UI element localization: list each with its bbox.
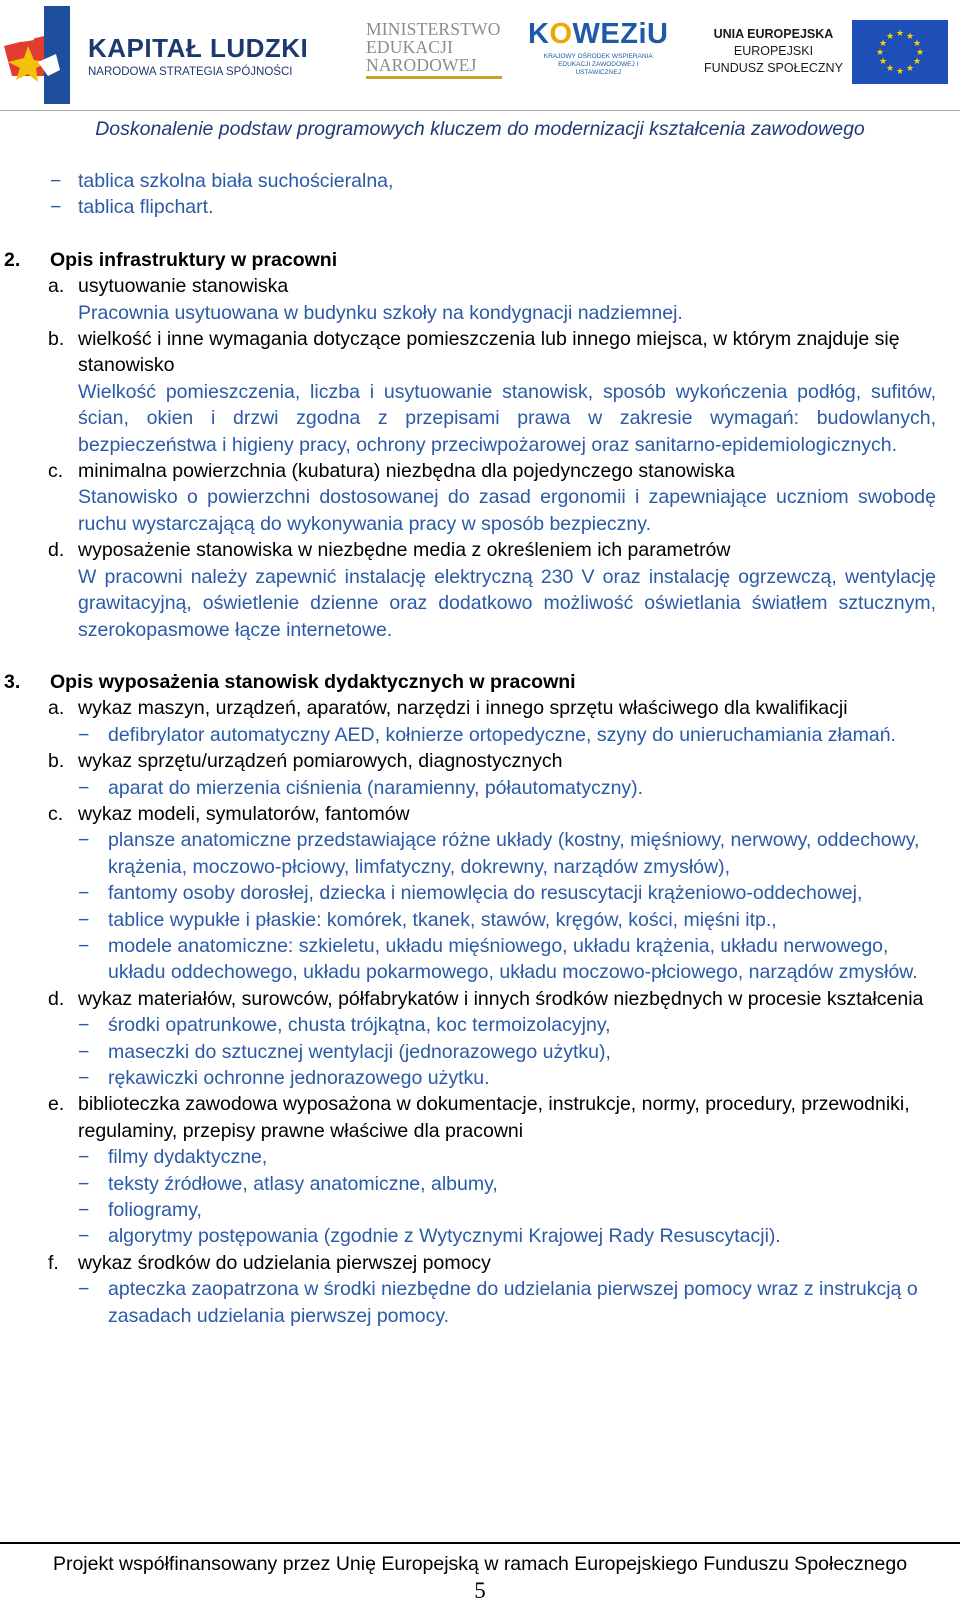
section-number: 3. <box>4 670 21 693</box>
list-item: − filmy dydaktyczne, <box>0 1144 960 1170</box>
unia-europejska-logo <box>704 26 843 77</box>
sub-item <box>0 326 960 379</box>
sub-item <box>0 801 960 827</box>
svg-text:★: ★ <box>912 39 922 49</box>
list-item: − modele anatomiczne: szkieletu, układu mięśniowego, układu krążenia, układu nerwowego, układu oddechowego, układu pokarmowego, układu moczowo-płciowego, narządów zmysłów. <box>0 933 960 986</box>
svg-text:★: ★ <box>905 64 915 74</box>
svg-text:★: ★ <box>915 48 925 58</box>
svg-text:★: ★ <box>875 48 885 58</box>
men-logo-line: MINISTERSTWO <box>366 19 501 39</box>
section-title: Opis wyposażenia stanowisk dydaktycznych w pracowni <box>50 670 576 693</box>
eu-flag-icon <box>852 20 948 84</box>
men-logo-line: NARODOWEJ <box>366 55 477 75</box>
item-title: wykaz maszyn, urządzeń, aparatów, narzędzi i innego sprzętu właściwego dla kwalifikacji <box>78 697 848 720</box>
svg-text:★: ★ <box>878 39 888 49</box>
sub-item <box>0 748 960 774</box>
sub-item <box>0 273 960 299</box>
svg-text:★: ★ <box>878 57 888 67</box>
item-letter: b. <box>48 328 65 351</box>
list-item: − rękawiczki ochronne jednorazowego użytku. <box>0 1065 960 1091</box>
svg-text:★: ★ <box>912 57 922 67</box>
header-divider <box>0 110 960 111</box>
item-letter: d. <box>48 987 65 1010</box>
item-title: usytuowanie stanowiska <box>78 275 289 298</box>
document-content <box>0 168 960 1329</box>
men-logo-underline <box>366 76 502 79</box>
section-heading <box>0 669 960 695</box>
section-number: 2. <box>4 248 21 271</box>
item-title: wykaz środków do udzielania pierwszej pomocy <box>78 1251 491 1274</box>
page-header <box>0 0 960 112</box>
ue-logo-line: EUROPEJSKI <box>733 44 814 58</box>
sub-item <box>0 1091 960 1144</box>
list-item: − tablica flipchart. <box>0 194 960 220</box>
svg-text:★: ★ <box>895 67 905 77</box>
item-letter: a. <box>48 275 65 298</box>
item-letter: f. <box>48 1251 59 1274</box>
ue-logo-line: UNIA EUROPEJSKA <box>713 27 834 41</box>
list-item: − teksty źródłowe, atlasy anatomiczne, albumy, <box>0 1171 960 1197</box>
item-letter: d. <box>48 539 65 562</box>
kapital-ludzki-logo <box>4 6 308 104</box>
item-description: Pracownia usytuowana w budynku szkoły na kondygnacji nadziemnej. <box>78 301 683 324</box>
list-item: − algorytmy postępowania (zgodnie z Wytycznymi Krajowej Rady Resuscytacji). <box>0 1223 960 1249</box>
section-heading <box>0 247 960 273</box>
koweziu-title-k: K <box>528 18 550 50</box>
spacer <box>0 643 960 669</box>
item-title: wykaz materiałów, surowców, półfabrykatów i innych środków niezbędnych w procesie kształcenia <box>78 987 924 1010</box>
document-subtitle: Doskonalenie podstaw programowych kluczem do modernizacji kształcenia zawodowego <box>95 118 865 140</box>
koweziu-logo <box>528 18 668 77</box>
kapital-ludzki-title: KAPITAŁ LUDZKI <box>88 32 309 63</box>
koweziu-subtitle-line: EDUKACJI ZAWODOWEJ I USTAWICZNEJ <box>558 61 639 76</box>
koweziu-title <box>528 18 668 51</box>
item-title: wielkość i inne wymagania dotyczące pomieszczenia lub innego miejsca, w którym znajduje się stanowisko <box>78 328 900 377</box>
list-item: − defibrylator automatyczny AED, kołnierze ortopedyczne, szyny do unieruchamiania złamań. <box>0 722 960 748</box>
list-item: − tablica szkolna biała suchościeralna, <box>0 168 960 194</box>
svg-text:★: ★ <box>885 32 895 42</box>
item-letter: c. <box>48 802 64 825</box>
item-title: biblioteczka zawodowa wyposażona w dokumentacje, instrukcje, normy, procedury, przewodniki, regulaminy, przepisy prawne właściwe dla pracowni <box>78 1093 910 1142</box>
item-title: wykaz sprzętu/urządzeń pomiarowych, diagnostycznych <box>78 750 563 773</box>
koweziu-title-rest: WEZiU <box>572 18 669 50</box>
item-letter: b. <box>48 750 65 773</box>
footer-divider <box>0 1542 960 1544</box>
koweziu-title-o: O <box>549 18 573 50</box>
item-letter: c. <box>48 460 64 483</box>
sub-item <box>0 695 960 721</box>
sub-item <box>0 986 960 1012</box>
list-item: − maseczki do sztucznej wentylacji (jednorazowego użytku), <box>0 1039 960 1065</box>
item-title: wykaz modeli, symulatorów, fantomów <box>78 802 410 825</box>
list-item: − tablice wypukłe i płaskie: komórek, tkanek, stawów, kręgów, kości, mięśni itp., <box>0 907 960 933</box>
koweziu-subtitle-line: KRAJOWY OŚRODEK WSPIERANIA <box>543 53 653 60</box>
kapital-ludzki-emblem <box>4 6 74 104</box>
svg-text:★: ★ <box>885 64 895 74</box>
svg-text:★: ★ <box>905 32 915 42</box>
koweziu-subtitle <box>538 53 658 77</box>
list-item: − plansze anatomiczne przedstawiające różne układy (kostny, mięśniowy, nerwowy, oddechowy, krążenia, moczowo-płciowy, limfatyczny, dokrewny, narządów zmysłów), <box>0 827 960 880</box>
item-letter: a. <box>48 697 65 720</box>
men-logo <box>366 20 502 79</box>
spacer <box>0 221 960 247</box>
item-description: Wielkość pomieszczenia, liczba i usytuowanie stanowisk, sposób wykończenia podłóg, sufitów, ścian, okien i drzwi zgodna z przepisami prawa w zakresie wymagań: budowlanych, bezpieczeństwa i higieny pracy, ochrony przeciwpożarowej oraz sanitarno-epidemiologicznych. <box>78 380 936 456</box>
sub-item <box>0 458 960 484</box>
item-letter: e. <box>48 1093 65 1116</box>
item-description: Stanowisko o powierzchni dostosowanej do zasad ergonomii i zapewniające uczniom swobodę ruchu wystarczającą do wykonywania pracy w sposób bezpieczny. <box>78 486 936 535</box>
kapital-ludzki-subtitle: NARODOWA STRATEGIA SPÓJNOŚCI <box>88 65 293 78</box>
svg-text:★: ★ <box>895 29 905 39</box>
item-title: minimalna powierzchnia (kubatura) niezbędna dla pojedynczego stanowiska <box>78 460 735 483</box>
sub-item <box>0 537 960 563</box>
list-item: − apteczka zaopatrzona w środki niezbędne do udzielania pierwszej pomocy wraz z instrukcją o zasadach udzielania pierwszej pomocy. <box>0 1276 960 1329</box>
list-item: − aparat do mierzenia ciśnienia (naramienny, półautomatyczny). <box>0 775 960 801</box>
list-item: − foliogramy, <box>0 1197 960 1223</box>
men-logo-line: EDUKACJI <box>366 37 454 57</box>
item-title: wyposażenie stanowiska w niezbędne media z określeniem ich parametrów <box>78 539 731 562</box>
sub-item <box>0 1250 960 1276</box>
list-item: − fantomy osoby dorosłej, dziecka i niemowlęcia do resuscytacji krążeniowo-oddechowej, <box>0 880 960 906</box>
list-item: − środki opatrunkowe, chusta trójkątna, koc termoizolacyjny, <box>0 1012 960 1038</box>
page-number: 5 <box>474 1578 486 1603</box>
ue-logo-line: FUNDUSZ SPOŁECZNY <box>704 61 843 75</box>
footer-text: Projekt współfinansowany przez Unię Europejską w ramach Europejskiego Funduszu Społecznego <box>52 1553 908 1575</box>
section-title: Opis infrastruktury w pracowni <box>50 248 338 271</box>
item-description: W pracowni należy zapewnić instalację elektryczną 230 V oraz instalację ogrzewczą, wentylację grawitacyjną, oświetlenie dzienne oraz dodatkowo możliwość oświetlania światłem sztucznym, szerokopasmowe łącze internetowe. <box>78 565 936 641</box>
